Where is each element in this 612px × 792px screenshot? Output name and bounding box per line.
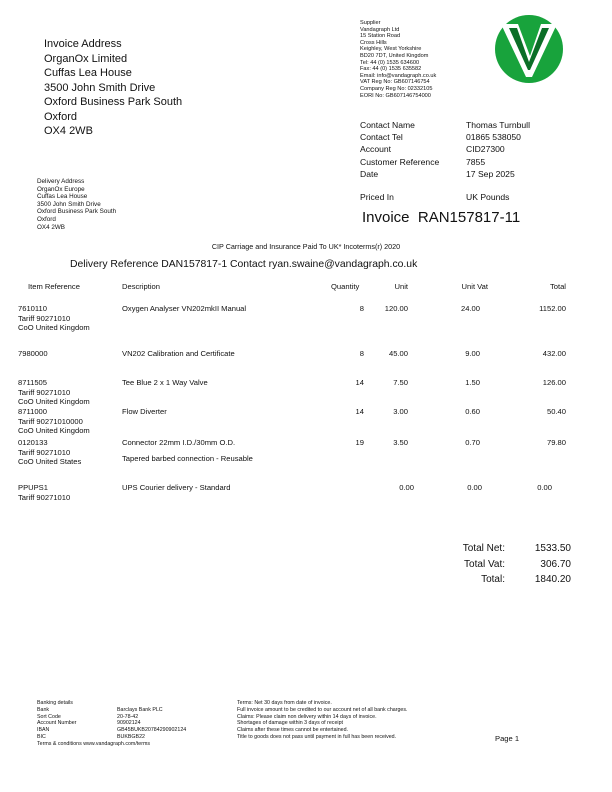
contact-row: [360, 143, 530, 155]
item-tariff: Tariff 90271010: [18, 492, 71, 502]
line-ref: [18, 438, 81, 467]
priced-in-value: UK Pounds: [466, 192, 510, 202]
delivery-address-line: Oxford: [37, 215, 56, 223]
delivery-address-line: Oxford Business Park South: [37, 208, 117, 216]
item-unit-vat: 0.70: [465, 438, 480, 447]
item-unit-vat: 9.00: [465, 349, 480, 358]
invoice-address-line: OrganOx Limited: [44, 52, 128, 65]
header-total: Total: [549, 282, 566, 291]
banking-row: [37, 720, 186, 727]
item-tariff: Tariff 90271010: [18, 447, 71, 457]
item-description-detail: Tapered barbed connection - Reusable: [122, 453, 253, 463]
banking-heading: Banking details: [37, 700, 73, 706]
terms-line: Terms: Net 30 days from date of invoice.: [237, 700, 332, 706]
item-total: 432.00: [542, 349, 566, 358]
banking-key: Account Number: [37, 720, 77, 727]
header-item-reference: Item Reference: [28, 282, 80, 291]
item-total: 50.40: [546, 407, 566, 416]
supplier-line: Fax: 44 (0) 1535 635582: [360, 66, 422, 73]
terms-link[interactable]: Terms & conditions www.vandagraph.com/terms: [37, 740, 151, 747]
item-reference: PPUPS1: [18, 483, 48, 492]
line-ref: [18, 378, 90, 407]
banking-value: GB45BUKB20784290902124: [117, 727, 187, 734]
contact-value: 01865 538050: [466, 132, 521, 143]
item-description: Tee Blue 2 x 1 Way Valve: [122, 378, 208, 387]
invoice-address-line: Oxford: [44, 110, 78, 123]
banking-key: BIC: [37, 733, 46, 740]
item-description: Oxygen Analyser VN202mkII Manual: [122, 304, 247, 313]
delivery-address-heading: Delivery Address: [37, 178, 85, 185]
delivery-address-line: OrganOx Europe: [37, 185, 85, 193]
supplier-line: VAT Reg No: GB607146754: [360, 79, 430, 86]
item-unit-price: 3.00: [393, 407, 408, 416]
vandagraph-logo: [492, 14, 566, 84]
invoice-address-line: Cuffas Lea House: [44, 67, 132, 79]
terms-line: Shortages of damage within 3 days of receipt: [237, 720, 343, 727]
total-row: [430, 541, 571, 557]
header-description: Description: [122, 282, 160, 291]
supplier-line: Cross Hills: [360, 39, 387, 46]
banking-value: BUKBGB22: [117, 733, 145, 740]
item-unit-vat: 0.00: [467, 483, 482, 492]
contact-label: Date: [360, 168, 379, 179]
item-origin: CoO United Kingdom: [18, 426, 90, 436]
delivery-address-line: OX4 2WB: [37, 223, 65, 231]
supplier-line: BD20 7DT, United Kingdom: [360, 52, 429, 59]
total-row: [430, 557, 571, 573]
item-reference: 7610110: [18, 304, 47, 313]
banking-row: [37, 707, 186, 714]
line-ref: [18, 483, 70, 502]
contact-value: 7855: [466, 156, 486, 167]
item-tariff: Tariff 90271010: [18, 313, 71, 323]
delivery-address-line: 3500 John Smith Drive: [37, 200, 101, 208]
header-quantity: Quantity: [331, 282, 360, 291]
terms-line: Title to goods does not pass until payment in full has been received.: [237, 733, 397, 740]
supplier-line: Company Reg No: 02332105: [360, 85, 433, 92]
invoice-totals: [430, 541, 571, 588]
total-vat-value: 306.70: [540, 558, 571, 570]
item-reference: 7980000: [18, 349, 48, 358]
banking-row: [37, 727, 186, 734]
header-unit-vat: Unit Vat: [461, 282, 488, 291]
item-tariff: Tariff 90271010000: [18, 416, 83, 426]
incoterm-line: CIP Carriage and Insurance Paid To UK* Incoterms(r) 2020: [211, 242, 401, 251]
invoice-address-heading: Invoice Address: [44, 38, 122, 50]
item-unit-price: 45.00: [388, 349, 408, 358]
item-reference: 8711000: [18, 407, 47, 416]
payment-terms: [237, 700, 407, 741]
banking-key: Sort Code: [37, 713, 61, 720]
contact-row: [360, 131, 530, 143]
item-unit-price: 0.00: [399, 483, 414, 492]
supplier-line: Vandagraph Ltd: [360, 26, 400, 33]
supplier-heading: Supplier: [360, 20, 381, 26]
banking-value: 90902124: [117, 720, 141, 727]
banking-row: [37, 714, 186, 721]
terms-line: Full invoice amount to be credited to our account net of all bank charges.: [237, 706, 408, 713]
item-description-block: [122, 438, 253, 463]
priced-in: [360, 192, 509, 202]
item-description: VN202 Calibration and Certificate: [122, 349, 235, 358]
total-row: [430, 572, 571, 588]
item-unit-vat: 0.60: [465, 407, 480, 416]
item-total: 126.00: [542, 378, 566, 387]
contact-value: 17 Sep 2025: [466, 168, 515, 179]
banking-key: IBAN: [37, 727, 50, 734]
total-vat-label: Total Vat:: [464, 558, 505, 570]
header-unit: Unit: [394, 282, 408, 291]
invoice-address-line: Oxford Business Park South: [44, 96, 183, 108]
item-quantity: 14: [355, 378, 364, 387]
supplier-line: Keighley, West Yorkshire: [360, 46, 422, 53]
contact-row: [360, 156, 530, 168]
item-unit-price: 120.00: [384, 304, 408, 313]
delivery-address: [37, 178, 116, 231]
contact-row: [360, 168, 530, 180]
total-net-label: Total Net:: [462, 543, 505, 554]
invoice-title-label: Invoice: [362, 209, 410, 226]
item-description: Flow Diverter: [122, 407, 167, 416]
item-description: UPS Courier delivery - Standard: [122, 483, 231, 492]
delivery-address-line: Cuffas Lea House: [37, 193, 88, 201]
line-ref: [18, 407, 90, 436]
contact-row: [360, 119, 530, 131]
supplier-line: Email: info@vandagraph.co.uk: [360, 72, 437, 79]
item-origin: CoO United States: [18, 457, 82, 467]
banking-key: Bank: [37, 706, 50, 713]
item-unit-price: 3.50: [393, 438, 408, 447]
contact-value: CID27300: [466, 144, 505, 155]
banking-value: 20-78-42: [117, 713, 139, 720]
item-unit-vat: 1.50: [465, 378, 480, 387]
contact-label: Customer Reference: [360, 156, 440, 167]
terms-line: Claims: Please claim non delivery within 14 days of invoice.: [237, 713, 377, 720]
total-net-value: 1533.50: [534, 543, 571, 554]
contact-details: [360, 119, 530, 180]
delivery-reference: Delivery Reference DAN157817-1 Contact ryan.swaine@vandagraph.co.uk: [70, 259, 418, 270]
item-quantity: 8: [359, 349, 364, 358]
supplier-line: Tel: 44 (0) 1535 634600: [360, 59, 420, 66]
terms-line: Claims after these times cannot be entertained.: [237, 727, 348, 734]
item-description: Connector 22mm I.D./30mm O.D.: [122, 438, 236, 447]
item-total: 1152.00: [539, 304, 566, 313]
page-number: Page 1: [495, 734, 520, 743]
item-quantity: 8: [359, 304, 364, 313]
item-unit-price: 7.50: [393, 378, 408, 387]
invoice-address: [44, 37, 182, 139]
item-reference: 8711505: [18, 378, 47, 387]
item-unit-vat: 24.00: [460, 304, 480, 313]
item-quantity: 19: [355, 438, 364, 447]
supplier-details: [360, 20, 436, 99]
item-quantity: 14: [355, 407, 364, 416]
contact-label: Contact Name: [360, 120, 415, 130]
item-origin: CoO United Kingdom: [18, 323, 90, 333]
item-tariff: Tariff 90271010: [18, 387, 71, 397]
contact-label: Contact Tel: [360, 132, 403, 143]
priced-in-label: Priced In: [360, 192, 394, 202]
item-origin: CoO United Kingdom: [18, 397, 90, 407]
banking-row: [37, 734, 186, 741]
grand-total-value: 1840.20: [534, 574, 571, 585]
supplier-line: EORI No: GB607146754000: [360, 92, 431, 99]
grand-total-label: Total:: [481, 574, 505, 585]
invoice-address-line: OX4 2WB: [44, 125, 93, 137]
invoice-address-line: 3500 John Smith Drive: [44, 81, 156, 94]
item-total: 0.00: [537, 483, 552, 492]
contact-value: Thomas Turnbull: [466, 120, 531, 130]
banking-details: [37, 700, 186, 748]
item-reference: 0120133: [18, 438, 48, 447]
contact-label: Account: [360, 144, 392, 155]
supplier-line: 15 Station Road: [360, 33, 401, 40]
banking-value: Barclays Bank PLC: [117, 706, 163, 713]
line-ref: [18, 349, 48, 359]
invoice-number: RAN157817-11: [417, 209, 521, 226]
line-ref: [18, 304, 90, 333]
invoice-title: [362, 209, 520, 226]
item-total: 79.80: [546, 438, 566, 447]
